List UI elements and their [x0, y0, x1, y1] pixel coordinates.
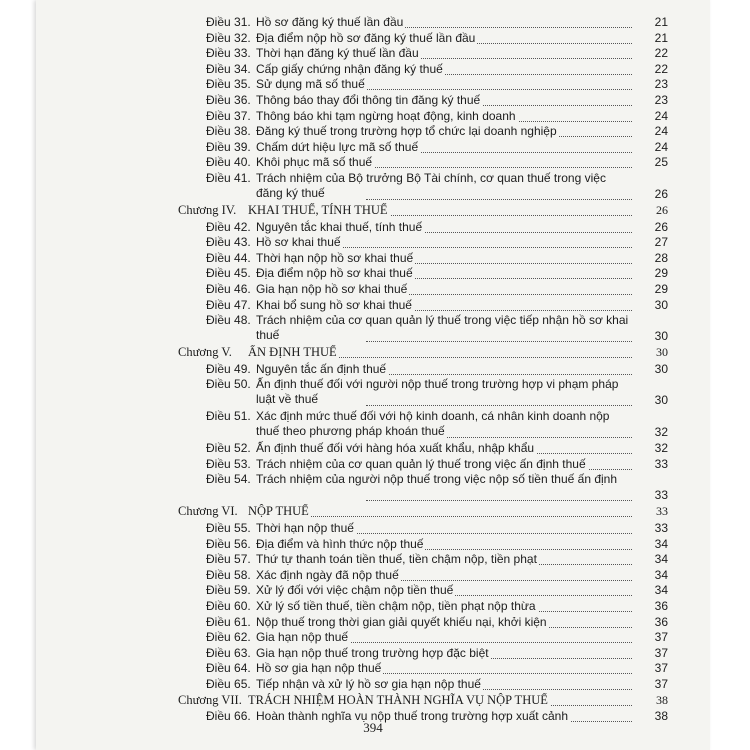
page-ref: 29: [654, 266, 668, 281]
entry-title-text: Hoàn thành nghĩa vụ nộp thuế trong trường hợp xuất cảnh: [256, 709, 568, 723]
page-ref: 25: [654, 155, 668, 170]
page-ref: 30: [654, 361, 668, 376]
toc-chapter-row: [36, 503, 710, 519]
toc-article-row: [36, 108, 710, 124]
article-label: Điều 62.: [206, 630, 251, 645]
article-title: [256, 599, 632, 614]
chapter-title: [248, 504, 632, 519]
entry-title-text: KHAI THUẾ, TÍNH THUẾ: [248, 203, 388, 217]
article-label: Điều 32.: [206, 30, 251, 45]
toc-article-row: [36, 234, 710, 250]
toc-article-row: [36, 30, 710, 46]
article-title: [256, 298, 632, 313]
article-label: Điều 40.: [206, 155, 251, 170]
article-title: [256, 457, 632, 472]
article-title: [256, 409, 632, 439]
entry-title-text: Địa điểm và hình thức nộp thuế: [256, 536, 424, 551]
article-label: Điều 36.: [206, 93, 251, 107]
entry-title-text: Trách nhiệm của người nộp thuế trong việc nộp số tiền thuế ấn định: [256, 472, 618, 487]
toc-article-row: [36, 154, 710, 170]
article-title: [256, 362, 632, 377]
article-label: Điều 55.: [206, 520, 251, 535]
page-ref: 22: [654, 61, 668, 76]
article-label: Điều 58.: [206, 567, 251, 582]
entry-title-text: NỘP THUẾ: [248, 504, 309, 519]
article-title: [256, 251, 632, 266]
article-label: Điều 42.: [206, 219, 251, 234]
article-label: Điều 33.: [206, 46, 251, 61]
article-title: [256, 220, 632, 235]
toc-article-row: [36, 361, 710, 377]
dot-leader: [366, 500, 632, 501]
page-ref: 23: [654, 77, 668, 92]
page-ref: 26: [656, 203, 668, 217]
toc-article-row: [36, 265, 710, 281]
article-title: [256, 472, 632, 487]
toc-article-row: [36, 297, 710, 313]
entry-title-text: Nguyên tắc ấn định thuế: [256, 361, 387, 376]
article-label: Điều 64.: [206, 661, 251, 676]
entry-title-text: Trách nhiệm của cơ quan quản lý thuế trong việc tiếp nhận hồ sơ khai thuế: [256, 313, 629, 343]
entry-title-text: Trách nhiệm của Bộ trưởng Bộ Tài chính, cơ quan thuế trong việc đăng ký thuế: [256, 171, 606, 200]
toc-article-row: [36, 629, 710, 645]
article-label: Điều 63.: [206, 645, 251, 660]
article-title: [256, 552, 632, 567]
article-label: Điều 54.: [206, 472, 251, 487]
toc-article-row: [36, 45, 710, 61]
article-title: [256, 521, 632, 536]
page-ref: 36: [654, 598, 668, 613]
page-ref: 21: [654, 30, 668, 45]
article-label: Điều 49.: [206, 361, 251, 376]
article-title: [256, 93, 632, 108]
toc-chapter-row: [36, 344, 710, 360]
article-title: [256, 615, 632, 630]
article-title: [256, 266, 632, 281]
page-ref: 32: [654, 441, 668, 456]
article-label: Điều 52.: [206, 441, 251, 456]
entry-title-text: Nộp thuế trong thời gian giải quyết khiếu nại, khởi kiện: [256, 614, 547, 629]
toc-article-row: [36, 614, 710, 630]
entry-title-text: Cấp giấy chứng nhận đăng ký thuế: [256, 61, 443, 76]
article-label: Điều 43.: [206, 235, 251, 250]
article-label: Điều 59.: [206, 583, 251, 598]
entry-title-text: Xử lý đối với việc chậm nộp tiền thuế: [256, 583, 454, 598]
entry-title-text: Gia hạn nộp thuế trong trường hợp đặc biệt: [256, 645, 489, 660]
toc-article-row: [36, 440, 710, 456]
chapter-label: Chương V.: [178, 345, 232, 360]
article-label: Điều 44.: [206, 250, 251, 265]
entry-title-text: Tiếp nhận và xử lý hồ sơ gia hạn nộp thuế: [256, 676, 481, 691]
toc-article-row: [36, 408, 710, 440]
page-ref: 30: [654, 393, 668, 408]
page-ref: 37: [654, 676, 668, 691]
page-ref: 38: [654, 709, 668, 723]
article-title: [256, 677, 632, 692]
toc-article-row: [36, 551, 710, 567]
article-label: Điều 39.: [206, 139, 251, 154]
entry-title-text: TRÁCH NHIỆM HOÀN THÀNH NGHĨA VỤ NỘP THUẾ: [248, 692, 548, 707]
table-of-contents: [36, 0, 710, 723]
page-ref: 34: [654, 583, 668, 598]
article-title: [256, 583, 632, 598]
article-label: Điều 57.: [206, 552, 251, 567]
page-ref: 38: [656, 692, 668, 707]
entry-title-text: Thông báo thay đổi thông tin đăng ký thuế: [256, 93, 481, 107]
page-ref: 37: [654, 645, 668, 660]
toc-chapter-row: [36, 202, 710, 218]
toc-article-row: [36, 456, 710, 472]
toc-article-row: [36, 598, 710, 614]
article-title: [256, 62, 632, 77]
entry-title-text: Gia hạn nộp thuế: [256, 630, 349, 645]
entry-title-text: Đăng ký thuế trong trường hợp tổ chức lại doanh nghiệp: [256, 124, 557, 139]
toc-article-row: [36, 645, 710, 661]
entry-title-text: Gia hạn nộp hồ sơ khai thuế: [256, 281, 408, 296]
article-title: [256, 171, 632, 201]
page-ref: 22: [654, 46, 668, 61]
toc-article-row: [36, 123, 710, 139]
page-number: 394: [363, 720, 383, 735]
article-title: [256, 235, 632, 250]
page-ref: 37: [654, 661, 668, 676]
page-ref: 24: [654, 124, 668, 139]
article-label: Điều 46.: [206, 281, 251, 296]
toc-article-row: [36, 250, 710, 266]
page-ref: 26: [654, 187, 668, 201]
entry-title-text: Xác định mức thuế đối với hộ kinh doanh, cá nhân kinh doanh nộp thuế theo phương pháp khoán thuế: [256, 409, 610, 439]
toc-article-row: [36, 14, 710, 30]
toc-article-row: [36, 92, 710, 108]
entry-title-text: Xử lý số tiền thuế, tiền chậm nộp, tiền phạt nộp thừa: [256, 598, 536, 613]
article-title: [256, 537, 632, 552]
article-label: Điều 60.: [206, 598, 251, 613]
article-label: Điều 50.: [206, 377, 251, 392]
toc-article-row: [36, 520, 710, 536]
toc-chapter-row: [36, 692, 710, 708]
page-ref: 33: [654, 520, 668, 535]
entry-title-text: Hồ sơ khai thuế: [256, 235, 341, 250]
article-label: Điều 61.: [206, 614, 251, 629]
toc-article-row: [36, 536, 710, 552]
article-title: [256, 15, 632, 30]
article-label: Điều 38.: [206, 124, 251, 139]
article-label: Điều 41.: [206, 171, 251, 185]
entry-title-text: Địa điểm nộp hồ sơ đăng ký thuế lần đầu: [256, 30, 476, 45]
article-label: Điều 51.: [206, 409, 251, 424]
page-ref: 33: [654, 488, 668, 503]
entry-title-text: Sử dụng mã số thuế: [256, 77, 365, 92]
page-ref: 34: [654, 536, 668, 551]
entry-title-text: Thứ tự thanh toán tiền thuế, tiền chậm nộp, tiền phạt: [256, 552, 537, 567]
article-title: [256, 568, 632, 583]
entry-title-text: Thông báo khi tạm ngừng hoạt động, kinh doanh: [256, 108, 516, 123]
article-title: [256, 313, 632, 343]
entry-title-text: Trách nhiệm của cơ quan quản lý thuế trong việc ấn định thuế: [256, 456, 586, 471]
article-title: [256, 31, 632, 46]
article-title: [256, 282, 632, 297]
chapter-title: [248, 203, 632, 218]
toc-article-row: [36, 660, 710, 676]
article-title: [256, 441, 632, 456]
article-title: [256, 377, 632, 407]
article-title: [256, 140, 632, 155]
article-label: Điều 35.: [206, 77, 251, 92]
page-ref: 30: [654, 329, 668, 344]
entry-title-text: Hồ sơ gia hạn nộp thuế: [256, 661, 382, 676]
page-ref: 27: [654, 235, 668, 250]
chapter-title: [248, 345, 632, 360]
article-title: [256, 124, 632, 139]
article-title: [256, 646, 632, 661]
page-ref: 21: [654, 15, 668, 29]
article-label: Điều 31.: [206, 15, 251, 29]
entry-title-text: Địa điểm nộp hồ sơ khai thuế: [256, 266, 413, 281]
page-ref: 28: [654, 250, 668, 265]
toc-article-row: [36, 676, 710, 692]
chapter-label: Chương VII.: [178, 692, 242, 707]
toc-article-row: [36, 61, 710, 77]
chapter-label: Chương VI.: [178, 504, 238, 519]
article-title: [256, 155, 632, 170]
entry-title-text: Thời hạn nộp thuế: [256, 520, 354, 535]
entry-title-text: Thời hạn đăng ký thuế lần đầu: [256, 46, 419, 61]
page-ref: 37: [654, 630, 668, 645]
toc-article-row: [36, 170, 710, 202]
toc-article-row: [36, 76, 710, 92]
page-ref: 33: [656, 504, 668, 519]
page-ref: 26: [654, 219, 668, 234]
chapter-title: [248, 693, 632, 708]
toc-article-row: [36, 312, 710, 344]
article-label: Điều 47.: [206, 297, 251, 312]
toc-article-row: [36, 281, 710, 297]
page-ref: 34: [654, 567, 668, 582]
book-page: [36, 0, 710, 750]
article-label: Điều 56.: [206, 536, 251, 551]
entry-title-text: Chấm dứt hiệu lực mã số thuế: [256, 139, 419, 154]
entry-title-text: Nguyên tắc khai thuế, tính thuế: [256, 219, 423, 234]
article-title: [256, 46, 632, 61]
page-ref: 24: [654, 139, 668, 154]
page-ref: 30: [656, 345, 668, 360]
toc-article-row: [36, 567, 710, 583]
page-ref: 33: [654, 456, 668, 471]
article-title: [256, 661, 632, 676]
page-ref: 34: [654, 552, 668, 567]
page-ref: 24: [654, 108, 668, 123]
article-title: [256, 77, 632, 92]
article-title: [256, 630, 632, 645]
chapter-label: Chương IV.: [178, 203, 237, 217]
article-label: Điều 66.: [206, 709, 251, 723]
entry-title-text: Ấn định thuế đối với hàng hóa xuất khẩu, nhập khẩu: [256, 441, 535, 456]
entry-title-text: Khôi phục mã số thuế: [256, 155, 373, 170]
toc-article-row: [36, 219, 710, 235]
toc-article-row: [36, 582, 710, 598]
page-ref: 30: [654, 297, 668, 312]
entry-title-text: Hồ sơ đăng ký thuế lần đầu: [256, 15, 404, 29]
page-ref: 23: [654, 93, 668, 107]
entry-title-text: ẤN ĐỊNH THUẾ: [248, 345, 337, 360]
entry-title-text: Ấn định thuế đối với người nộp thuế trong trường hợp vi phạm pháp luật về thuế: [256, 377, 619, 407]
toc-article-row: [36, 376, 710, 408]
article-label: Điều 34.: [206, 61, 251, 76]
entry-title-text: Xác định ngày đã nộp thuế: [256, 567, 399, 582]
article-label: Điều 48.: [206, 313, 251, 328]
page-ref: 29: [654, 281, 668, 296]
article-label: Điều 65.: [206, 676, 251, 691]
toc-article-row: [36, 139, 710, 155]
article-label: Điều 45.: [206, 266, 251, 281]
page-ref: 36: [654, 614, 668, 629]
toc-article-row: [36, 471, 710, 503]
article-label: Điều 37.: [206, 108, 251, 123]
article-label: Điều 53.: [206, 456, 251, 471]
entry-title-text: Thời hạn nộp hồ sơ khai thuế: [256, 250, 414, 265]
article-title: [256, 109, 632, 124]
entry-title-text: Khai bổ sung hồ sơ khai thuế: [256, 297, 412, 312]
page-ref: 32: [654, 425, 668, 440]
